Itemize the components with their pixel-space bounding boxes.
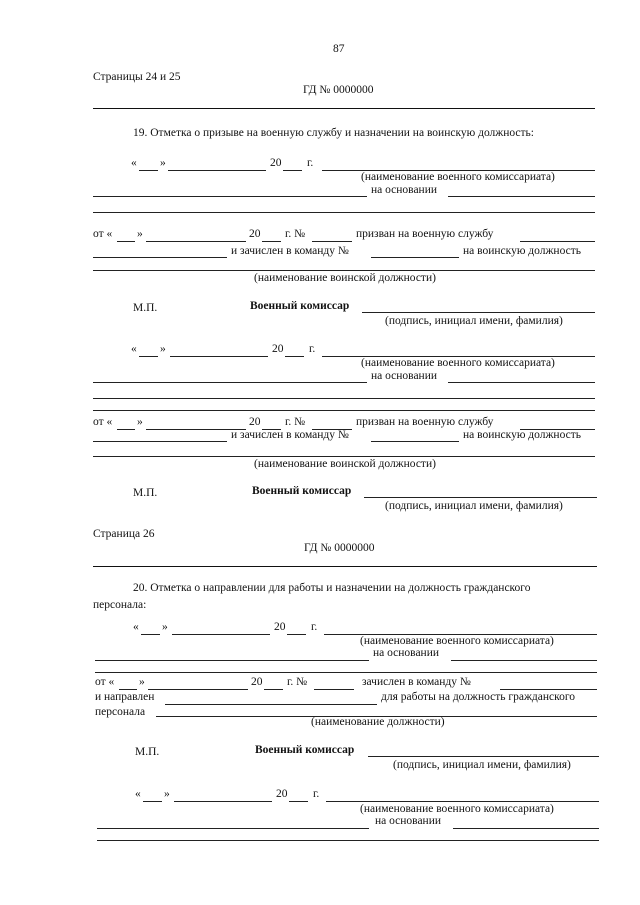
enrolled-label: и зачислен в команду № <box>231 429 349 441</box>
team-number-field[interactable] <box>371 257 459 258</box>
order-month-field[interactable] <box>146 241 246 242</box>
basis-field-line-2[interactable] <box>93 212 595 213</box>
date-open-quote: « <box>135 788 141 800</box>
order-year-field[interactable] <box>262 241 281 242</box>
position-field[interactable] <box>93 270 595 271</box>
year-field[interactable] <box>289 801 308 802</box>
enrolled-prefix-field[interactable] <box>93 441 227 442</box>
commissar-label: Военный комиссар <box>250 300 350 312</box>
item-20-title: 20. Отметка о направлении для работы и назначении на должность гражданского <box>133 582 531 594</box>
commissar-label: Военный комиссар <box>255 744 355 756</box>
item-20-title-continuation: персонала: <box>93 599 147 611</box>
month-field[interactable] <box>168 170 266 171</box>
drafted-field[interactable] <box>520 241 595 242</box>
date-open-quote: « <box>131 343 137 355</box>
order-year-field[interactable] <box>264 689 283 690</box>
header-rule <box>93 566 597 567</box>
position-caption: (наименование воинской должности) <box>254 458 436 470</box>
commissar-label: Военный комиссар <box>252 485 352 497</box>
year-field[interactable] <box>287 634 306 635</box>
year-field[interactable] <box>283 170 302 171</box>
date-open-quote: « <box>133 621 139 633</box>
order-month-field[interactable] <box>148 689 248 690</box>
basis-field[interactable] <box>451 660 597 661</box>
on-basis-label: на основании <box>373 647 440 659</box>
commissariat-field-line-2[interactable] <box>97 828 369 829</box>
item-19-title: 19. Отметка о призыве на военную службу и назначении на воинскую должность: <box>133 127 534 139</box>
year-prefix: 20 <box>249 228 261 240</box>
day-field[interactable] <box>143 801 162 802</box>
commissariat-caption: (наименование военного комиссариата) <box>360 803 554 815</box>
personnel-label: персонала <box>95 706 146 718</box>
basis-field-line-2[interactable] <box>97 840 599 841</box>
header-rule <box>93 108 595 109</box>
basis-field-line-2[interactable] <box>93 398 595 399</box>
sent-field[interactable] <box>165 704 377 705</box>
date-open-quote: « <box>131 157 137 169</box>
commissariat-field-line-2[interactable] <box>93 196 367 197</box>
date-close-quote: » <box>164 788 170 800</box>
team-number-field[interactable] <box>371 441 459 442</box>
stamp-label: М.П. <box>135 746 160 758</box>
position-label: на воинскую должность <box>463 429 581 441</box>
date-close-quote: » <box>137 416 143 428</box>
month-field[interactable] <box>172 634 270 635</box>
basis-field[interactable] <box>453 828 599 829</box>
month-field[interactable] <box>170 356 268 357</box>
position-label: на воинскую должность <box>463 245 581 257</box>
date-close-quote: » <box>137 228 143 240</box>
signature-caption: (подпись, инициал имени, фамилия) <box>385 315 563 327</box>
commissariat-caption: (наименование военного комиссариата) <box>361 357 555 369</box>
basis-field-line-3[interactable] <box>93 410 595 411</box>
commissariat-caption: (наименование военного комиссариата) <box>361 171 555 183</box>
commissar-signature-field[interactable] <box>364 497 597 498</box>
year-prefix: 20 <box>276 788 288 800</box>
year-prefix: 20 <box>274 621 286 633</box>
position-caption: (наименование должности) <box>311 716 445 728</box>
basis-field[interactable] <box>448 196 595 197</box>
commissariat-field[interactable] <box>326 801 599 802</box>
basis-field-line-2[interactable] <box>95 672 597 673</box>
signature-caption: (подпись, инициал имени, фамилия) <box>385 500 563 512</box>
sent-label: и направлен <box>95 691 155 703</box>
commissariat-field-line-2[interactable] <box>95 660 369 661</box>
month-field[interactable] <box>174 801 272 802</box>
pages-reference: Страница 26 <box>93 528 155 540</box>
day-field[interactable] <box>139 356 158 357</box>
signature-caption: (подпись, инициал имени, фамилия) <box>393 759 571 771</box>
date-close-quote: » <box>160 343 166 355</box>
year-suffix: г. <box>307 157 314 169</box>
drafted-label: призван на военную службу <box>356 416 494 428</box>
document-code: ГД № 0000000 <box>303 84 374 96</box>
team-number-field[interactable] <box>500 689 597 690</box>
basis-field[interactable] <box>448 382 595 383</box>
stamp-label: М.П. <box>133 487 158 499</box>
from-label: от « <box>93 228 113 240</box>
document-code: ГД № 0000000 <box>304 542 375 554</box>
year-suffix: г. <box>311 621 318 633</box>
year-prefix: 20 <box>272 343 284 355</box>
on-basis-label: на основании <box>375 815 442 827</box>
year-suffix: г. <box>313 788 320 800</box>
stamp-label: М.П. <box>133 302 158 314</box>
date-close-quote: » <box>139 676 145 688</box>
order-number-label: г. № <box>287 676 308 688</box>
on-basis-label: на основании <box>371 370 438 382</box>
on-basis-label: на основании <box>371 184 438 196</box>
order-number-field[interactable] <box>314 689 354 690</box>
enrolled-label: и зачислен в команду № <box>231 245 349 257</box>
year-prefix: 20 <box>249 416 261 428</box>
commissariat-caption: (наименование военного комиссариата) <box>360 635 554 647</box>
year-prefix: 20 <box>251 676 263 688</box>
page-number: 87 <box>333 43 345 55</box>
commissariat-field-line-2[interactable] <box>93 382 367 383</box>
year-suffix: г. <box>309 343 316 355</box>
order-number-label: г. № <box>285 416 306 428</box>
pages-reference: Страницы 24 и 25 <box>93 71 181 83</box>
order-day-field[interactable] <box>119 689 137 690</box>
position-caption: (наименование воинской должности) <box>254 272 436 284</box>
order-day-field[interactable] <box>117 241 135 242</box>
position-field[interactable] <box>93 456 595 457</box>
from-label: от « <box>93 416 113 428</box>
order-number-field[interactable] <box>312 241 352 242</box>
drafted-label: призван на военную службу <box>356 228 494 240</box>
year-prefix: 20 <box>270 157 282 169</box>
for-work-label: для работы на должность гражданского <box>381 691 576 703</box>
year-field[interactable] <box>285 356 304 357</box>
enrolled-prefix-field[interactable] <box>93 257 227 258</box>
enrolled-label: зачислен в команду № <box>362 676 471 688</box>
commissar-signature-field[interactable] <box>362 312 595 313</box>
date-close-quote: » <box>160 157 166 169</box>
day-field[interactable] <box>141 634 160 635</box>
order-day-field[interactable] <box>117 429 135 430</box>
date-close-quote: » <box>162 621 168 633</box>
order-number-label: г. № <box>285 228 306 240</box>
from-label: от « <box>95 676 115 688</box>
commissar-signature-field[interactable] <box>368 756 599 757</box>
day-field[interactable] <box>139 170 158 171</box>
